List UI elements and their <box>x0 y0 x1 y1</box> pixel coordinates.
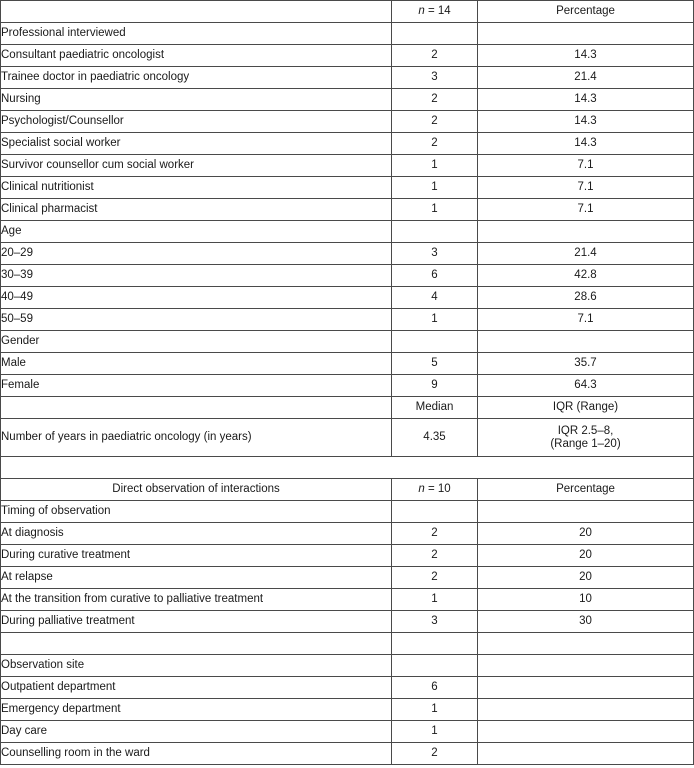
row-label: Emergency department <box>1 699 392 721</box>
row-n: 2 <box>392 545 478 567</box>
table-row <box>1 155 694 177</box>
table-row <box>1 699 694 721</box>
observation-header-title: Direct observation of interactions <box>1 479 392 501</box>
table-row <box>1 45 694 67</box>
row-label: 20–29 <box>1 243 392 265</box>
empty-cell <box>1 397 392 419</box>
row-n: 5 <box>392 353 478 375</box>
table-header-row <box>1 1 694 23</box>
empty-cell <box>478 501 694 523</box>
row-label: Survivor counsellor cum social worker <box>1 155 392 177</box>
median-header: Median <box>392 397 478 419</box>
row-label: Female <box>1 375 392 397</box>
row-pct <box>478 677 694 699</box>
row-pct <box>478 743 694 765</box>
row-pct: 64.3 <box>478 375 694 397</box>
section-title-professional: Professional interviewed <box>1 23 392 45</box>
header-blank-cell <box>1 1 392 23</box>
section-row <box>1 23 694 45</box>
row-label: At relapse <box>1 567 392 589</box>
row-n: 2 <box>392 45 478 67</box>
table-row <box>1 523 694 545</box>
section-title-site: Observation site <box>1 655 392 677</box>
row-n: 4 <box>392 287 478 309</box>
row-n: 1 <box>392 177 478 199</box>
empty-cell <box>392 331 478 353</box>
row-pct: 35.7 <box>478 353 694 375</box>
empty-cell <box>478 633 694 655</box>
table-row <box>1 545 694 567</box>
section-title-age: Age <box>1 221 392 243</box>
row-pct: 20 <box>478 523 694 545</box>
row-n: 3 <box>392 67 478 89</box>
empty-cell <box>392 501 478 523</box>
row-pct: 10 <box>478 589 694 611</box>
years-row <box>1 419 694 457</box>
n-symbol: n <box>418 5 425 17</box>
row-label: During curative treatment <box>1 545 392 567</box>
row-pct: 30 <box>478 611 694 633</box>
row-n: 1 <box>392 199 478 221</box>
row-n: 9 <box>392 375 478 397</box>
row-pct: 14.3 <box>478 111 694 133</box>
n-value: = 14 <box>427 5 451 17</box>
empty-cell <box>478 221 694 243</box>
row-n: 6 <box>392 677 478 699</box>
empty-cell <box>478 655 694 677</box>
row-label: Outpatient department <box>1 677 392 699</box>
years-label: Number of years in paediatric oncology (in years) <box>1 419 392 457</box>
row-label: Psychologist/Counsellor <box>1 111 392 133</box>
empty-cell <box>478 331 694 353</box>
row-label: 50–59 <box>1 309 392 331</box>
table-row <box>1 89 694 111</box>
years-iqr <box>478 419 694 457</box>
row-n: 1 <box>392 589 478 611</box>
section-row <box>1 655 694 677</box>
row-label: At the transition from curative to palliative treatment <box>1 589 392 611</box>
row-label: 30–39 <box>1 265 392 287</box>
table-row <box>1 287 694 309</box>
table-row <box>1 743 694 765</box>
table-row <box>1 721 694 743</box>
section-title-gender: Gender <box>1 331 392 353</box>
row-label: Male <box>1 353 392 375</box>
table-row <box>1 199 694 221</box>
row-n: 6 <box>392 265 478 287</box>
row-pct: 20 <box>478 545 694 567</box>
empty-cell <box>1 633 392 655</box>
section-title-timing: Timing of observation <box>1 501 392 523</box>
row-n: 1 <box>392 699 478 721</box>
row-n: 2 <box>392 743 478 765</box>
table-row <box>1 67 694 89</box>
row-pct: 7.1 <box>478 199 694 221</box>
row-n: 3 <box>392 611 478 633</box>
spacer-row <box>1 457 694 479</box>
row-n: 3 <box>392 243 478 265</box>
empty-cell <box>392 633 478 655</box>
row-label: Counselling room in the ward <box>1 743 392 765</box>
table-row <box>1 243 694 265</box>
table-row <box>1 677 694 699</box>
row-label: Clinical nutritionist <box>1 177 392 199</box>
row-pct: 7.1 <box>478 177 694 199</box>
row-pct: 14.3 <box>478 89 694 111</box>
row-n: 1 <box>392 155 478 177</box>
table-row <box>1 353 694 375</box>
empty-cell <box>392 221 478 243</box>
row-label: Day care <box>1 721 392 743</box>
table-row <box>1 589 694 611</box>
n-symbol: n <box>418 483 425 495</box>
empty-cell <box>478 23 694 45</box>
row-label: At diagnosis <box>1 523 392 545</box>
n-value: = 10 <box>427 483 451 495</box>
row-pct: 7.1 <box>478 155 694 177</box>
row-n: 2 <box>392 567 478 589</box>
spacer-cell <box>1 457 694 479</box>
row-pct: 14.3 <box>478 133 694 155</box>
row-n: 2 <box>392 111 478 133</box>
row-label: 40–49 <box>1 287 392 309</box>
iqr-line-1: IQR 2.5–8, <box>557 424 614 437</box>
row-n: 2 <box>392 523 478 545</box>
section-row <box>1 501 694 523</box>
empty-cell <box>392 23 478 45</box>
table-row <box>1 611 694 633</box>
table-row <box>1 567 694 589</box>
observation-header-row <box>1 479 694 501</box>
iqr-header: IQR (Range) <box>478 397 694 419</box>
row-label: Clinical pharmacist <box>1 199 392 221</box>
blank-row <box>1 633 694 655</box>
empty-cell <box>392 655 478 677</box>
table-row <box>1 133 694 155</box>
row-pct: 21.4 <box>478 243 694 265</box>
section-row <box>1 331 694 353</box>
table-row <box>1 111 694 133</box>
row-label: Specialist social worker <box>1 133 392 155</box>
section-row <box>1 221 694 243</box>
row-pct: 28.6 <box>478 287 694 309</box>
row-n: 2 <box>392 89 478 111</box>
row-pct: 42.8 <box>478 265 694 287</box>
iqr-line-2: (Range 1–20) <box>550 437 621 450</box>
row-n: 2 <box>392 133 478 155</box>
row-label: Nursing <box>1 89 392 111</box>
stats-header-row <box>1 397 694 419</box>
table-row <box>1 265 694 287</box>
observation-header-percentage: Percentage <box>478 479 694 501</box>
row-pct: 7.1 <box>478 309 694 331</box>
row-pct: 20 <box>478 567 694 589</box>
row-pct <box>478 721 694 743</box>
header-n-cell <box>392 1 478 23</box>
row-pct: 14.3 <box>478 45 694 67</box>
header-percentage-cell: Percentage <box>478 1 694 23</box>
row-label: During palliative treatment <box>1 611 392 633</box>
table-row <box>1 375 694 397</box>
observation-header-n <box>392 479 478 501</box>
row-pct: 21.4 <box>478 67 694 89</box>
row-pct <box>478 699 694 721</box>
row-n: 1 <box>392 309 478 331</box>
years-median: 4.35 <box>392 419 478 457</box>
row-label: Trainee doctor in paediatric oncology <box>1 67 392 89</box>
table-row <box>1 177 694 199</box>
row-n: 1 <box>392 721 478 743</box>
row-label: Consultant paediatric oncologist <box>1 45 392 67</box>
table-row <box>1 309 694 331</box>
